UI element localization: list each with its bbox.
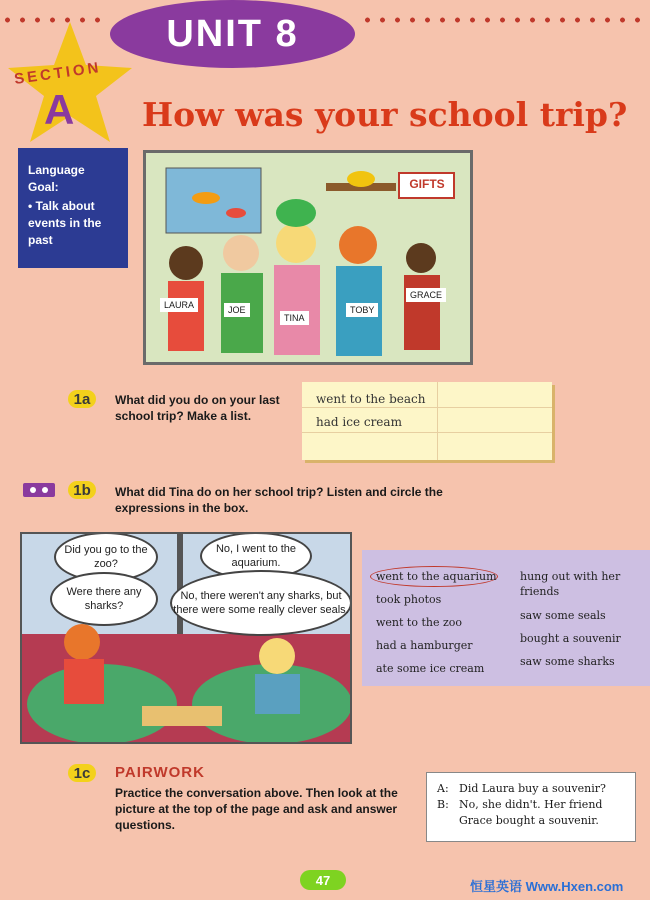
name-tag-tina: TINA <box>280 311 309 325</box>
name-tag-grace: GRACE <box>406 288 446 302</box>
list-entry: went to the beach <box>316 392 426 406</box>
speech-bubble: Did you go to the zoo? <box>54 532 158 582</box>
sample-dialog <box>426 772 636 842</box>
expression-item: saw some sharks <box>520 655 615 668</box>
speaker-label: B: <box>437 798 449 811</box>
expression-item: had a hamburger <box>376 639 473 652</box>
gifts-sign: GIFTS <box>409 177 445 191</box>
page-number: 47 <box>300 870 346 890</box>
goal-item: • Talk about events in the past <box>28 199 102 247</box>
section-1a-badge: 1a <box>68 390 96 408</box>
decorative-dots-right <box>360 16 650 24</box>
cartoon-panel <box>20 532 352 744</box>
section-1c-instruction: Practice the conversation above. Then look at the picture at the top of the page and ask and answer questions. <box>115 786 398 832</box>
section-1a-instruction: What did you do on your last school trip? Make a list. <box>115 393 280 423</box>
pairwork-title: PAIRWORK <box>115 764 205 781</box>
speech-bubble: Were there any sharks? <box>50 572 158 626</box>
expression-item: took photos <box>376 593 442 606</box>
page-title: How was your school trip? <box>142 95 628 134</box>
expression-item: bought a souvenir <box>520 632 621 645</box>
expressions-box <box>362 550 650 686</box>
section-1b-badge: 1b <box>68 481 96 499</box>
speech-bubble: No, I went to the aquarium. <box>200 532 312 580</box>
section-1b-instruction: What did Tina do on her school trip? Listen and circle the expressions in the box. <box>115 485 443 515</box>
name-tag-laura: LAURA <box>160 298 198 312</box>
list-entry: had ice cream <box>316 415 402 429</box>
activity-list-box <box>302 382 552 460</box>
section-letter: A <box>44 86 75 133</box>
expression-item: ate some ice cream <box>376 662 485 675</box>
speech-bubble: No, there weren't any sharks, but there were some really clever seals. <box>170 570 352 636</box>
watermark: 恒星英语 Www.Hxen.com <box>470 879 624 894</box>
dialog-line: No, she didn't. Her friend Grace bought a souvenir. <box>459 798 603 827</box>
name-tag-toby: TOBY <box>346 303 378 317</box>
expression-item: went to the zoo <box>376 616 463 629</box>
audio-cassette-icon[interactable] <box>22 482 56 498</box>
expression-item: saw some seals <box>520 609 606 622</box>
speaker-label: A: <box>437 782 449 795</box>
language-goal-box <box>18 148 128 268</box>
unit-label: UNIT 8 <box>110 0 355 68</box>
expression-item: went to the aquarium <box>376 570 497 583</box>
dialog-line: Did Laura buy a souvenir? <box>459 782 606 795</box>
expression-item: hung out with her friends <box>520 570 621 598</box>
section-word: SECTION <box>13 58 103 89</box>
section-1c-badge: 1c <box>68 764 96 782</box>
school-trip-illustration <box>143 150 473 365</box>
name-tag-joe: JOE <box>224 303 250 317</box>
goal-heading: Language Goal: <box>28 163 85 194</box>
